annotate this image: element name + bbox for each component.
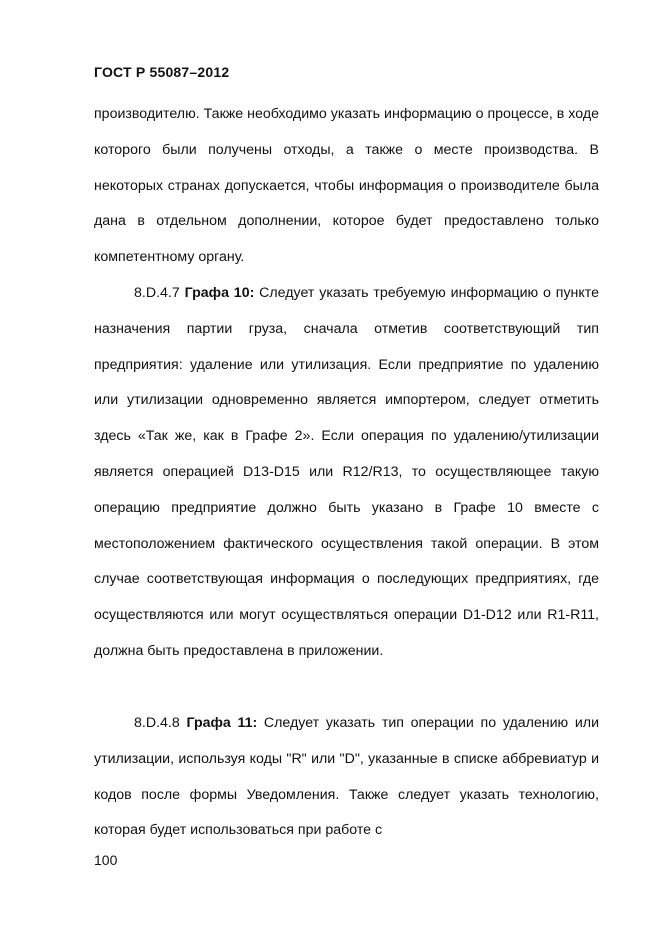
- paragraph-8-d-4-8: [94, 706, 599, 849]
- paragraph-continuation: [94, 97, 599, 276]
- paragraph-heading: Графа 11:: [186, 715, 258, 731]
- paragraph-text: производителю. Также необходимо указать информацию о процессе, в ходе которого были получены отходы, а также о месте производства. В некоторых странах допускается, чтобы информация о производителе была дана в отдельном дополнении, которое будет предоставлено только компетентному органу.: [94, 106, 599, 266]
- paragraph-number: 8.D.4.7: [134, 285, 185, 301]
- document-header: ГОСТ Р 55087–2012: [94, 64, 230, 80]
- page-number: 100: [94, 852, 118, 868]
- paragraph-text: Следует указать требуемую информацию о пункте назначения партии груза, сначала отметив соответствующий тип предприятия: удаление или утилизация. Если предприятие по удалению или утилизации одновременно является импортером, следует отметить здесь «Так же, как в Графе 2». Если операция по удалению/утилизации является операцией D13-D15 или R12/R13, то осуществляющее такую операцию предприятие должно быть указано в Графе 10 вместе с местоположением фактического осуществления такой операции. В этом случае соответствующая информация о последующих предприятиях, где осуществляются или могут осуществляться операции D1-D12 или R1-R11, должна быть предоставлена в приложении.: [94, 285, 599, 659]
- paragraph-text: Следует указать тип операции по удалению или утилизации, используя коды "R" или "D", указанные в списке аббревиатур и кодов после формы Уведомления. Также следует указать технологию, которая будет использоваться при работе с: [94, 715, 599, 839]
- paragraph-number: 8.D.4.8: [134, 715, 187, 731]
- paragraph-heading: Графа 10:: [184, 285, 255, 301]
- paragraph-8-d-4-7: [94, 276, 599, 670]
